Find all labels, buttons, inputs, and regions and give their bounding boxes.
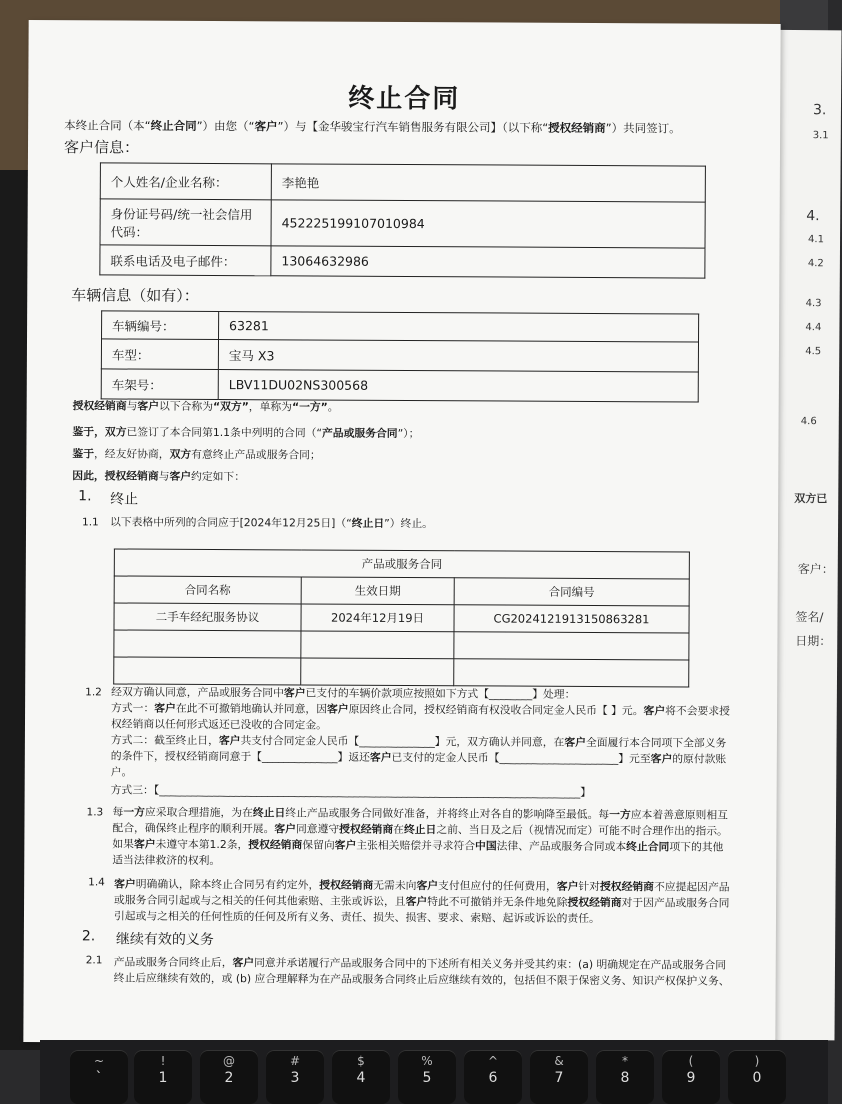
intro-bold: 授权经销商 — [548, 120, 606, 136]
customer-id-label: 身份证号码/统一社会信用代码： — [100, 199, 271, 246]
vehicle-info-table — [101, 310, 699, 402]
clause-text: 应本着善意原则相互 — [630, 808, 728, 822]
recital-text: 因此， — [72, 469, 105, 483]
clause-text: 如果 — [112, 837, 134, 851]
clause-text: 中国 — [475, 839, 497, 853]
clause-text: 每 — [112, 805, 124, 819]
clause-1-1-text — [110, 514, 433, 532]
recital-text: 与 — [126, 399, 138, 413]
vehicle-vin-value: LBV11DU02NS300568 — [218, 370, 698, 403]
clause-text: 客户 — [326, 702, 349, 716]
key-1[interactable] — [134, 1050, 192, 1104]
recital-text: 双方 — [169, 447, 192, 461]
recital-text: 以下合称为 — [159, 399, 214, 414]
clause-text: 客户 — [232, 956, 255, 970]
clause-text: 支付但应付的任何费用， — [438, 879, 557, 893]
clause-text: 在此不可撤销地确认并同意，因 — [175, 701, 328, 716]
key-label: 9 — [686, 1070, 696, 1086]
clause-text: 终止日 — [252, 806, 286, 820]
recital-text: “双方” — [212, 400, 249, 414]
recital-text: ”）； — [397, 426, 420, 441]
clause-1-2-line-7: 方式三：【______________________________________________________________________________】 — [110, 783, 592, 799]
key-symbol: @ — [223, 1054, 235, 1068]
clause-1-2-line-6: 户。 — [110, 765, 133, 779]
clause-text: 应采取合理措施，为在 — [144, 805, 253, 820]
clause-text: 客户 — [405, 895, 428, 909]
contract-name-cell — [114, 630, 301, 658]
clause-text: 产品或服务合同终止后， — [113, 955, 233, 970]
clause-text: 项下的其他 — [669, 840, 724, 854]
key-label: 4 — [356, 1070, 366, 1086]
intro-bold: 终止合同 — [150, 118, 197, 133]
key-label: ` — [95, 1070, 103, 1086]
key-8[interactable] — [596, 1050, 654, 1104]
clause-text: 已支付的定金人民币【______________________】元至 — [391, 750, 651, 766]
key-symbol: & — [554, 1054, 564, 1068]
table-row — [100, 163, 705, 202]
recital-text: 双方 — [104, 425, 127, 439]
clause-text: 同意并承诺履行产品或服务合同中的下述所有相关义务并受其约束：(a) 明确规定在产品或服务合同 — [254, 956, 727, 972]
key-label: 1 — [158, 1070, 168, 1086]
key-symbol: ^ — [487, 1054, 499, 1068]
clause-text: 客户 — [274, 822, 297, 836]
clause-text: 客户 — [650, 752, 673, 766]
intro-paragraph — [64, 117, 681, 136]
clause-text: ”）终止。 — [384, 516, 433, 531]
clause-1-3-number: 1.3 — [86, 806, 104, 819]
vehicle-vin-label: 车架号： — [101, 369, 218, 400]
recital-text: 授权经销商 — [72, 399, 127, 413]
clause-text: 对于因产品或服务合同 — [621, 896, 730, 910]
clause-text: 终止合同 — [626, 840, 670, 854]
clause-text: 一方 — [123, 805, 145, 819]
key-4[interactable] — [332, 1050, 390, 1104]
clause-2-1-number: 2.1 — [85, 954, 103, 967]
recital-text: 产品或服务合同 — [321, 426, 398, 440]
recital-text: 与 — [158, 469, 170, 483]
clause-text: 之前、当日及之后（视情况而定）可能不时合理作出的指示。 — [436, 823, 728, 838]
clause-text: 方式一： — [111, 701, 155, 715]
clause-text: 客户 — [283, 686, 306, 700]
clause-text: 法律、产品或服务合同或本 — [496, 839, 627, 854]
recital-whereas-1 — [72, 424, 419, 442]
key-label: 2 — [224, 1070, 234, 1086]
key-symbol: ( — [688, 1054, 694, 1068]
recital-text: 鉴于， — [72, 425, 105, 439]
recital-text: 。 — [327, 400, 339, 414]
key-5[interactable] — [398, 1050, 456, 1104]
recital-text: 客户 — [137, 399, 160, 413]
recital-text: 授权经销商 — [104, 469, 159, 483]
column-effective-date: 生效日期 — [301, 577, 454, 605]
next-section-4: 4. — [806, 208, 820, 225]
clause-text: 原因终止合同，授权经销商有权没收合同定金人民币【 】元。 — [348, 702, 644, 718]
clause-text: 无需未向 — [373, 878, 417, 893]
contract-name-cell — [114, 657, 301, 685]
key-0[interactable] — [728, 1050, 786, 1104]
key-symbol: * — [622, 1054, 628, 1068]
document-title: 终止合同 — [348, 83, 461, 115]
recital-text: 鉴于 — [72, 447, 95, 461]
intro-bold: 客户 — [254, 119, 278, 134]
key-symbol: ) — [754, 1054, 760, 1068]
recital-text: 有意终止产品或服务合同； — [191, 447, 321, 462]
table-row — [114, 630, 689, 660]
clause-text: 已支付的车辆价款项应按照如下方式【________】处理： — [305, 686, 576, 701]
clause-text: 授权经销商 — [248, 838, 303, 852]
recital-whereas-2 — [72, 446, 320, 463]
next-customer-label: 客户： — [797, 562, 834, 577]
next-both-parties: 双方已 — [794, 492, 828, 506]
key-symbol: ! — [160, 1054, 166, 1068]
clause-text: 授权经销商 — [319, 878, 374, 892]
vehicle-model-label: 车型： — [101, 339, 218, 370]
recital-parties — [73, 398, 339, 415]
effective-date-cell — [301, 631, 454, 659]
next-clause-4-2: 4.2 — [807, 258, 824, 270]
key-label: 3 — [290, 1070, 300, 1086]
recital-text: ，单称为 — [248, 400, 293, 414]
intro-text: ”）由您（“ — [196, 118, 255, 134]
clause-text: 主张相关赔偿并寻求符合 — [356, 838, 476, 853]
clause-text: 经双方确认同意，产品或服务合同中 — [111, 685, 284, 700]
customer-name-value: 李艳艳 — [271, 164, 705, 202]
next-clause-4-6: 4.6 — [800, 416, 817, 428]
vehicle-number-label: 车辆编号： — [102, 311, 219, 340]
intro-text: ”）与【金华骏宝行汽车销售服务有限公司】（以下称“ — [277, 119, 549, 135]
key-2[interactable] — [200, 1050, 258, 1104]
clause-text: 未遵守本第1.2条， — [155, 837, 249, 852]
key-9[interactable] — [662, 1050, 720, 1104]
effective-date-cell — [301, 658, 454, 686]
intro-text: ”）共同签订。 — [605, 121, 681, 136]
effective-date-cell: 2024年12月19日 — [301, 604, 454, 632]
clause-text: 或服务合同引起或与之相关的任何其他索赔、主张或诉讼，且 — [114, 893, 406, 909]
key-label: 8 — [620, 1070, 630, 1086]
clause-text: 以下表格中所列的合同应于[2024年12月25日]（“ — [110, 515, 352, 530]
clause-text: 客户 — [218, 734, 241, 748]
next-section-3: 3. — [812, 102, 827, 119]
section-2-title: 继续有效的义务 — [115, 931, 214, 949]
table-row — [100, 245, 705, 278]
table-row — [101, 369, 698, 402]
next-sign-label: 签名/ — [795, 610, 824, 625]
clause-text: 客户 — [114, 877, 136, 891]
clause-text: 配合，确保终止程序的顺利开展。 — [112, 821, 275, 836]
customer-id-value: 452225199107010984 — [271, 200, 705, 248]
clause-text: 方式二：截至终止日， — [110, 733, 219, 748]
next-clause-4-5: 4.5 — [805, 346, 822, 358]
table-row — [114, 657, 689, 687]
contract-number-cell: CG2024121913150863281 — [454, 605, 689, 633]
column-contract-name: 合同名称 — [114, 576, 301, 604]
section-1-title: 终止 — [110, 491, 139, 508]
contract-name-cell: 二手车经纪服务协议 — [114, 603, 301, 631]
clause-text: 一方 — [609, 808, 631, 822]
customer-phone-value: 13064632986 — [271, 246, 705, 278]
section-1-number: 1. — [78, 488, 92, 505]
vehicle-number-value: 63281 — [219, 312, 699, 343]
clause-1-1-number: 1.1 — [82, 516, 99, 529]
table-row — [101, 339, 698, 372]
clause-1-4-number: 1.4 — [88, 876, 105, 889]
vehicle-info-heading: 车辆信息（如有）： — [71, 286, 199, 305]
clause-1-2-line-5 — [111, 748, 726, 767]
next-clause-4-3: 4.3 — [805, 298, 822, 310]
clause-1-2-number: 1.2 — [85, 686, 102, 699]
recital-text: “一方” — [291, 400, 328, 414]
clause-text: 针对 — [578, 879, 601, 894]
clause-text: 授权经销商 — [339, 822, 394, 836]
next-clause-4-4: 4.4 — [805, 322, 822, 334]
clause-text: 将不会要求授 — [665, 704, 730, 718]
clause-1-2-line-3: 权经销商以任何形式返还已没收的合同定金。 — [110, 717, 327, 732]
clause-text: 客户 — [133, 837, 156, 851]
next-clause-3-1: 3.1 — [812, 130, 829, 142]
recital-therefore — [72, 468, 245, 485]
key-symbol: ~ — [93, 1054, 105, 1068]
intro-text: 本终止合同（本“ — [64, 118, 151, 133]
next-clause-4-1: 4.1 — [808, 234, 825, 246]
key-label: 5 — [422, 1070, 432, 1086]
next-date-label: 日期： — [795, 634, 832, 649]
recital-text: 已签订了本合同第1.1条中列明的合同（“ — [126, 425, 323, 440]
clause-text: 的条件下，授权经销商同意于【______________】返还 — [110, 749, 370, 764]
contract-page — [23, 20, 780, 1046]
table-row — [102, 311, 699, 342]
clause-text: 客户 — [334, 838, 357, 852]
table-header-row — [114, 549, 689, 579]
clause-text: 客户 — [643, 704, 666, 718]
clause-text: 保留向 — [302, 838, 335, 852]
recital-text: 约定如下： — [191, 469, 246, 484]
clause-text: 终止产品或服务合同做好准备，并将终止对各自的影响降至最低。每 — [285, 806, 610, 822]
key-symbol: # — [289, 1054, 301, 1068]
customer-name-label: 个人姓名/企业名称： — [100, 163, 271, 200]
customer-phone-label: 联系电话及电子邮件： — [100, 245, 271, 276]
clause-text: 特此不可撤销并无条件地免除 — [427, 895, 568, 909]
clause-text: 客户 — [556, 879, 579, 893]
key-label: 6 — [488, 1070, 498, 1086]
table-row — [114, 603, 689, 633]
recital-text: ，经友好协商， — [93, 447, 170, 461]
section-2-number: 2. — [81, 928, 96, 945]
clause-1-3-line-4: 适当法律救济的权利。 — [112, 853, 221, 868]
key-backtick[interactable] — [70, 1050, 128, 1104]
contract-table — [113, 548, 690, 687]
contract-table-header: 产品或服务合同 — [114, 549, 689, 579]
key-3[interactable] — [266, 1050, 324, 1104]
clause-text: 客户 — [369, 750, 392, 764]
table-row — [100, 199, 705, 248]
clause-text: 客户 — [416, 879, 439, 893]
key-symbol: % — [421, 1054, 433, 1068]
clause-text: 客户 — [564, 735, 587, 749]
vehicle-model-value: 宝马 X3 — [218, 340, 698, 373]
customer-info-heading: 客户信息： — [63, 138, 140, 157]
clause-text: 不应提起因产品 — [653, 880, 730, 894]
clause-text: 同意遵守 — [295, 822, 340, 836]
clause-text: 明确确认，除本终止合同另有约定外， — [135, 877, 320, 892]
key-label: 7 — [554, 1070, 564, 1086]
clause-text: 的原付款账 — [672, 752, 727, 766]
clause-text: 在 — [393, 822, 404, 837]
key-6[interactable] — [464, 1050, 522, 1104]
recital-text: 客户 — [169, 469, 192, 483]
clause-text: 授权经销商 — [599, 880, 655, 894]
clause-text: 全面履行本合同项下全部义务 — [585, 735, 727, 750]
customer-info-table — [99, 162, 706, 278]
contract-number-cell — [454, 659, 689, 687]
key-symbol: $ — [357, 1054, 365, 1068]
clause-1-4-line-3: 引起或与之相关的任何性质的任何及所有义务、责任、损失、损害、要求、索赔、起诉或诉讼的责任。 — [113, 909, 600, 926]
clause-2-1-line-2: 终止后应继续有效的，或 (b) 应合理解释为在产品或服务合同终止后应继续有效的，包括但不限于保密义务、知识产权保护义务、 — [113, 971, 730, 988]
column-contract-number: 合同编号 — [454, 578, 689, 606]
key-label: 0 — [752, 1070, 762, 1086]
clause-text: 共支付合同定金人民币【______________】元，双方确认并同意，在 — [240, 734, 565, 749]
table-columns-row — [114, 576, 689, 606]
key-7[interactable] — [530, 1050, 588, 1104]
clause-text: 客户 — [154, 701, 176, 715]
contract-number-cell — [454, 632, 689, 660]
clause-text: 终止日 — [351, 516, 385, 530]
clause-text: 授权经销商 — [567, 895, 622, 910]
clause-text: 终止日 — [403, 823, 437, 837]
